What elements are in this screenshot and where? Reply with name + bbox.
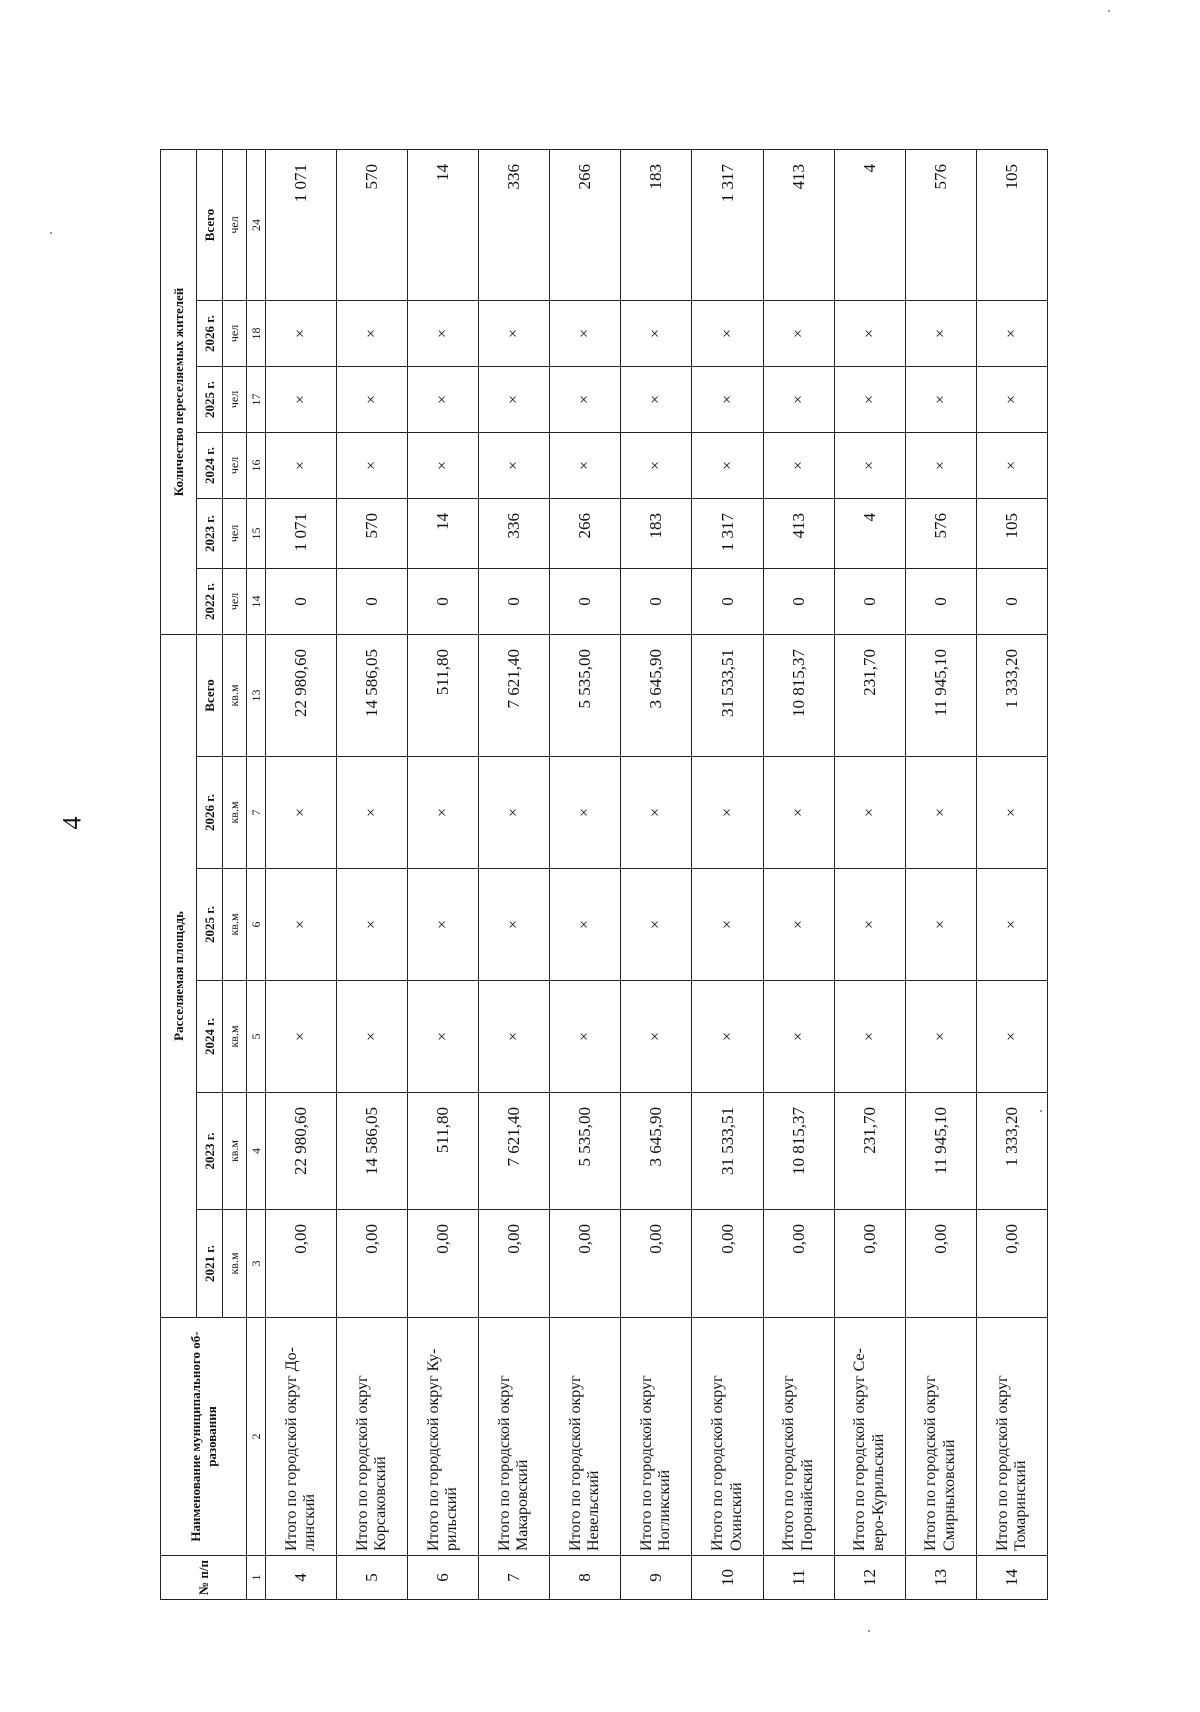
area-year-header: 2026 г. [197,757,223,869]
residents-2024-cell: × [479,432,550,498]
column-number: 7 [247,757,266,869]
area-total-cell: 22 980,60 [266,634,337,756]
residents-2026-cell: × [408,300,479,366]
area-year-header: Всего [197,634,223,756]
area-group-header: Расселяемая площадь [161,634,197,1317]
scan-speck [50,232,52,234]
resettlement-table [160,149,1048,1600]
col-num-header: № п/п [161,1556,247,1600]
row-number: 5 [337,1556,408,1600]
table-row [692,149,763,1599]
area-2024-cell: × [337,981,408,1093]
area-2021-cell: 0,00 [266,1210,337,1318]
scan-speck [1040,1110,1042,1112]
residents-2025-cell: × [266,366,337,432]
residents-2024-cell: × [550,432,621,498]
residents-total-cell: 1 071 [266,149,337,300]
column-number: 18 [247,300,266,366]
area-2021-cell: 0,00 [337,1210,408,1318]
residents-2025-cell: × [763,366,834,432]
row-number: 11 [763,1556,834,1600]
residents-2024-cell: × [905,432,976,498]
row-number: 8 [550,1556,621,1600]
column-number: 2 [247,1318,266,1556]
area-2026-cell: × [266,757,337,869]
residents-2025-cell: × [550,366,621,432]
table-row [621,149,692,1599]
municipality-name: Итого по городской округ Поронайский [763,1318,834,1556]
column-number: 1 [247,1556,266,1600]
area-year-header: 2024 г. [197,981,223,1093]
area-2021-cell: 0,00 [479,1210,550,1318]
residents-2025-cell: × [905,366,976,432]
area-2026-cell: × [408,757,479,869]
area-2021-cell: 0,00 [408,1210,479,1318]
column-number: 3 [247,1210,266,1318]
area-2025-cell: × [976,869,1047,981]
municipality-name: Итого по городской округ Ногликский [621,1318,692,1556]
residents-year-header: 2026 г. [197,300,223,366]
area-2026-cell: × [763,757,834,869]
area-2023-cell: 1 333,20 [976,1093,1047,1210]
area-2026-cell: × [621,757,692,869]
row-number: 10 [692,1556,763,1600]
residents-total-cell: 14 [408,149,479,300]
row-number: 9 [621,1556,692,1600]
residents-2024-cell: × [763,432,834,498]
area-2021-cell: 0,00 [834,1210,905,1318]
scan-speck [1108,10,1110,12]
residents-2022-cell: 0 [763,568,834,634]
area-2024-cell: × [692,981,763,1093]
residents-year-header: Всего [197,149,223,300]
residents-unit-label: чел [223,432,247,498]
residents-2023-cell: 183 [621,498,692,568]
row-number: 6 [408,1556,479,1600]
residents-total-cell: 413 [763,149,834,300]
residents-2026-cell: × [550,300,621,366]
residents-year-header: 2023 г. [197,498,223,568]
table-row [905,149,976,1599]
area-2021-cell: 0,00 [976,1210,1047,1318]
area-2026-cell: × [834,757,905,869]
municipality-name: Итого по городской округ Корсаковский [337,1318,408,1556]
area-2026-cell: × [976,757,1047,869]
area-2026-cell: × [905,757,976,869]
residents-2022-cell: 0 [479,568,550,634]
page-number: 4 [57,816,87,830]
column-number: 14 [247,568,266,634]
column-number: 15 [247,498,266,568]
residents-2022-cell: 0 [266,568,337,634]
municipality-name: Итого по городской округ Смирныховский [905,1318,976,1556]
municipality-name: Итого по городской округ Охинский [692,1318,763,1556]
residents-2022-cell: 0 [621,568,692,634]
area-2021-cell: 0,00 [621,1210,692,1318]
residents-2025-cell: × [976,366,1047,432]
residents-2026-cell: × [621,300,692,366]
residents-2026-cell: × [337,300,408,366]
residents-year-header: 2025 г. [197,366,223,432]
residents-2025-cell: × [479,366,550,432]
municipality-name: Итого по городской округ До-линский [266,1318,337,1556]
column-number: 4 [247,1093,266,1210]
table-row [550,149,621,1599]
area-total-cell: 11 945,10 [905,634,976,756]
residents-total-cell: 570 [337,149,408,300]
municipality-name: Итого по городской округ Томаринский [976,1318,1047,1556]
area-2025-cell: × [479,869,550,981]
area-2021-cell: 0,00 [692,1210,763,1318]
area-2025-cell: × [408,869,479,981]
residents-2025-cell: × [408,366,479,432]
area-total-cell: 3 645,90 [621,634,692,756]
residents-2023-cell: 570 [337,498,408,568]
residents-2023-cell: 4 [834,498,905,568]
area-2025-cell: × [763,869,834,981]
area-2025-cell: × [621,869,692,981]
column-number: 16 [247,432,266,498]
table-row [408,149,479,1599]
area-2021-cell: 0,00 [550,1210,621,1318]
area-unit-label: кв.м [223,981,247,1093]
residents-2022-cell: 0 [834,568,905,634]
residents-2026-cell: × [976,300,1047,366]
residents-2023-cell: 1 071 [266,498,337,568]
area-2024-cell: × [905,981,976,1093]
residents-2024-cell: × [408,432,479,498]
table-row [479,149,550,1599]
area-total-cell: 7 621,40 [479,634,550,756]
residents-total-cell: 336 [479,149,550,300]
col-name-header: Наименование муниципального об-разования [161,1318,247,1556]
table-row [266,149,337,1599]
residents-total-cell: 576 [905,149,976,300]
area-unit-label: кв.м [223,1210,247,1318]
residents-2023-cell: 266 [550,498,621,568]
area-2023-cell: 31 533,51 [692,1093,763,1210]
area-2024-cell: × [408,981,479,1093]
area-total-cell: 1 333,20 [976,634,1047,756]
residents-total-cell: 105 [976,149,1047,300]
area-total-cell: 31 533,51 [692,634,763,756]
residents-total-cell: 266 [550,149,621,300]
area-2026-cell: × [550,757,621,869]
column-number: 17 [247,366,266,432]
residents-total-cell: 4 [834,149,905,300]
residents-year-header: 2022 г. [197,568,223,634]
residents-2022-cell: 0 [337,568,408,634]
row-number: 7 [479,1556,550,1600]
area-2026-cell: × [692,757,763,869]
area-year-header: 2021 г. [197,1210,223,1318]
residents-2026-cell: × [834,300,905,366]
residents-2024-cell: × [834,432,905,498]
residents-unit-label: чел [223,149,247,300]
municipality-name: Итого по городской округ Се-веро-Курильский [834,1318,905,1556]
area-total-cell: 10 815,37 [763,634,834,756]
row-number: 4 [266,1556,337,1600]
residents-2022-cell: 0 [976,568,1047,634]
residents-2023-cell: 336 [479,498,550,568]
area-2025-cell: × [337,869,408,981]
residents-2022-cell: 0 [692,568,763,634]
residents-2024-cell: × [692,432,763,498]
area-2025-cell: × [692,869,763,981]
residents-2024-cell: × [266,432,337,498]
residents-2024-cell: × [976,432,1047,498]
area-2025-cell: × [266,869,337,981]
residents-2026-cell: × [763,300,834,366]
row-number: 12 [834,1556,905,1600]
residents-2026-cell: × [905,300,976,366]
column-number: 13 [247,634,266,756]
municipality-name: Итого по городской округ Невельский [550,1318,621,1556]
scan-speck [868,1630,870,1632]
area-2025-cell: × [834,869,905,981]
area-2024-cell: × [550,981,621,1093]
row-number: 14 [976,1556,1047,1600]
area-unit-label: кв.м [223,1093,247,1210]
residents-total-cell: 1 317 [692,149,763,300]
residents-2026-cell: × [479,300,550,366]
residents-2025-cell: × [692,366,763,432]
area-year-header: 2023 г. [197,1093,223,1210]
area-2023-cell: 511,80 [408,1093,479,1210]
residents-unit-label: чел [223,568,247,634]
table-row [337,149,408,1599]
residents-2024-cell: × [337,432,408,498]
rotated-table-container [160,150,1048,1600]
area-2023-cell: 22 980,60 [266,1093,337,1210]
residents-total-cell: 183 [621,149,692,300]
area-2023-cell: 231,70 [834,1093,905,1210]
area-2024-cell: × [479,981,550,1093]
residents-2023-cell: 576 [905,498,976,568]
area-2025-cell: × [905,869,976,981]
area-total-cell: 14 586,05 [337,634,408,756]
residents-unit-label: чел [223,366,247,432]
residents-2023-cell: 105 [976,498,1047,568]
residents-2023-cell: 14 [408,498,479,568]
residents-2022-cell: 0 [905,568,976,634]
column-number: 6 [247,869,266,981]
residents-2025-cell: × [834,366,905,432]
area-unit-label: кв.м [223,757,247,869]
area-2025-cell: × [550,869,621,981]
column-number: 5 [247,981,266,1093]
area-unit-label: кв.м [223,869,247,981]
area-2024-cell: × [621,981,692,1093]
area-total-cell: 231,70 [834,634,905,756]
row-number: 13 [905,1556,976,1600]
area-total-cell: 511,80 [408,634,479,756]
area-2023-cell: 14 586,05 [337,1093,408,1210]
area-2024-cell: × [266,981,337,1093]
area-2024-cell: × [763,981,834,1093]
table-row [763,149,834,1599]
area-2021-cell: 0,00 [763,1210,834,1318]
residents-unit-label: чел [223,498,247,568]
area-2021-cell: 0,00 [905,1210,976,1318]
area-2023-cell: 3 645,90 [621,1093,692,1210]
area-2024-cell: × [834,981,905,1093]
table-row [976,149,1047,1599]
area-year-header: 2025 г. [197,869,223,981]
area-2023-cell: 11 945,10 [905,1093,976,1210]
residents-2025-cell: × [337,366,408,432]
area-2024-cell: × [976,981,1047,1093]
residents-2023-cell: 1 317 [692,498,763,568]
area-2023-cell: 7 621,40 [479,1093,550,1210]
area-2026-cell: × [479,757,550,869]
residents-2025-cell: × [621,366,692,432]
residents-2026-cell: × [266,300,337,366]
table-row [834,149,905,1599]
residents-year-header: 2024 г. [197,432,223,498]
municipality-name: Итого по городской округ Макаровский [479,1318,550,1556]
area-2026-cell: × [337,757,408,869]
residents-2022-cell: 0 [408,568,479,634]
residents-unit-label: чел [223,300,247,366]
residents-2024-cell: × [621,432,692,498]
area-unit-label: кв.м [223,634,247,756]
area-2023-cell: 10 815,37 [763,1093,834,1210]
residents-group-header: Количество переселяемых жителей [161,149,197,634]
municipality-name: Итого по городской округ Ку-рильский [408,1318,479,1556]
residents-2022-cell: 0 [550,568,621,634]
area-total-cell: 5 535,00 [550,634,621,756]
residents-2026-cell: × [692,300,763,366]
area-2023-cell: 5 535,00 [550,1093,621,1210]
column-number: 24 [247,149,266,300]
residents-2023-cell: 413 [763,498,834,568]
